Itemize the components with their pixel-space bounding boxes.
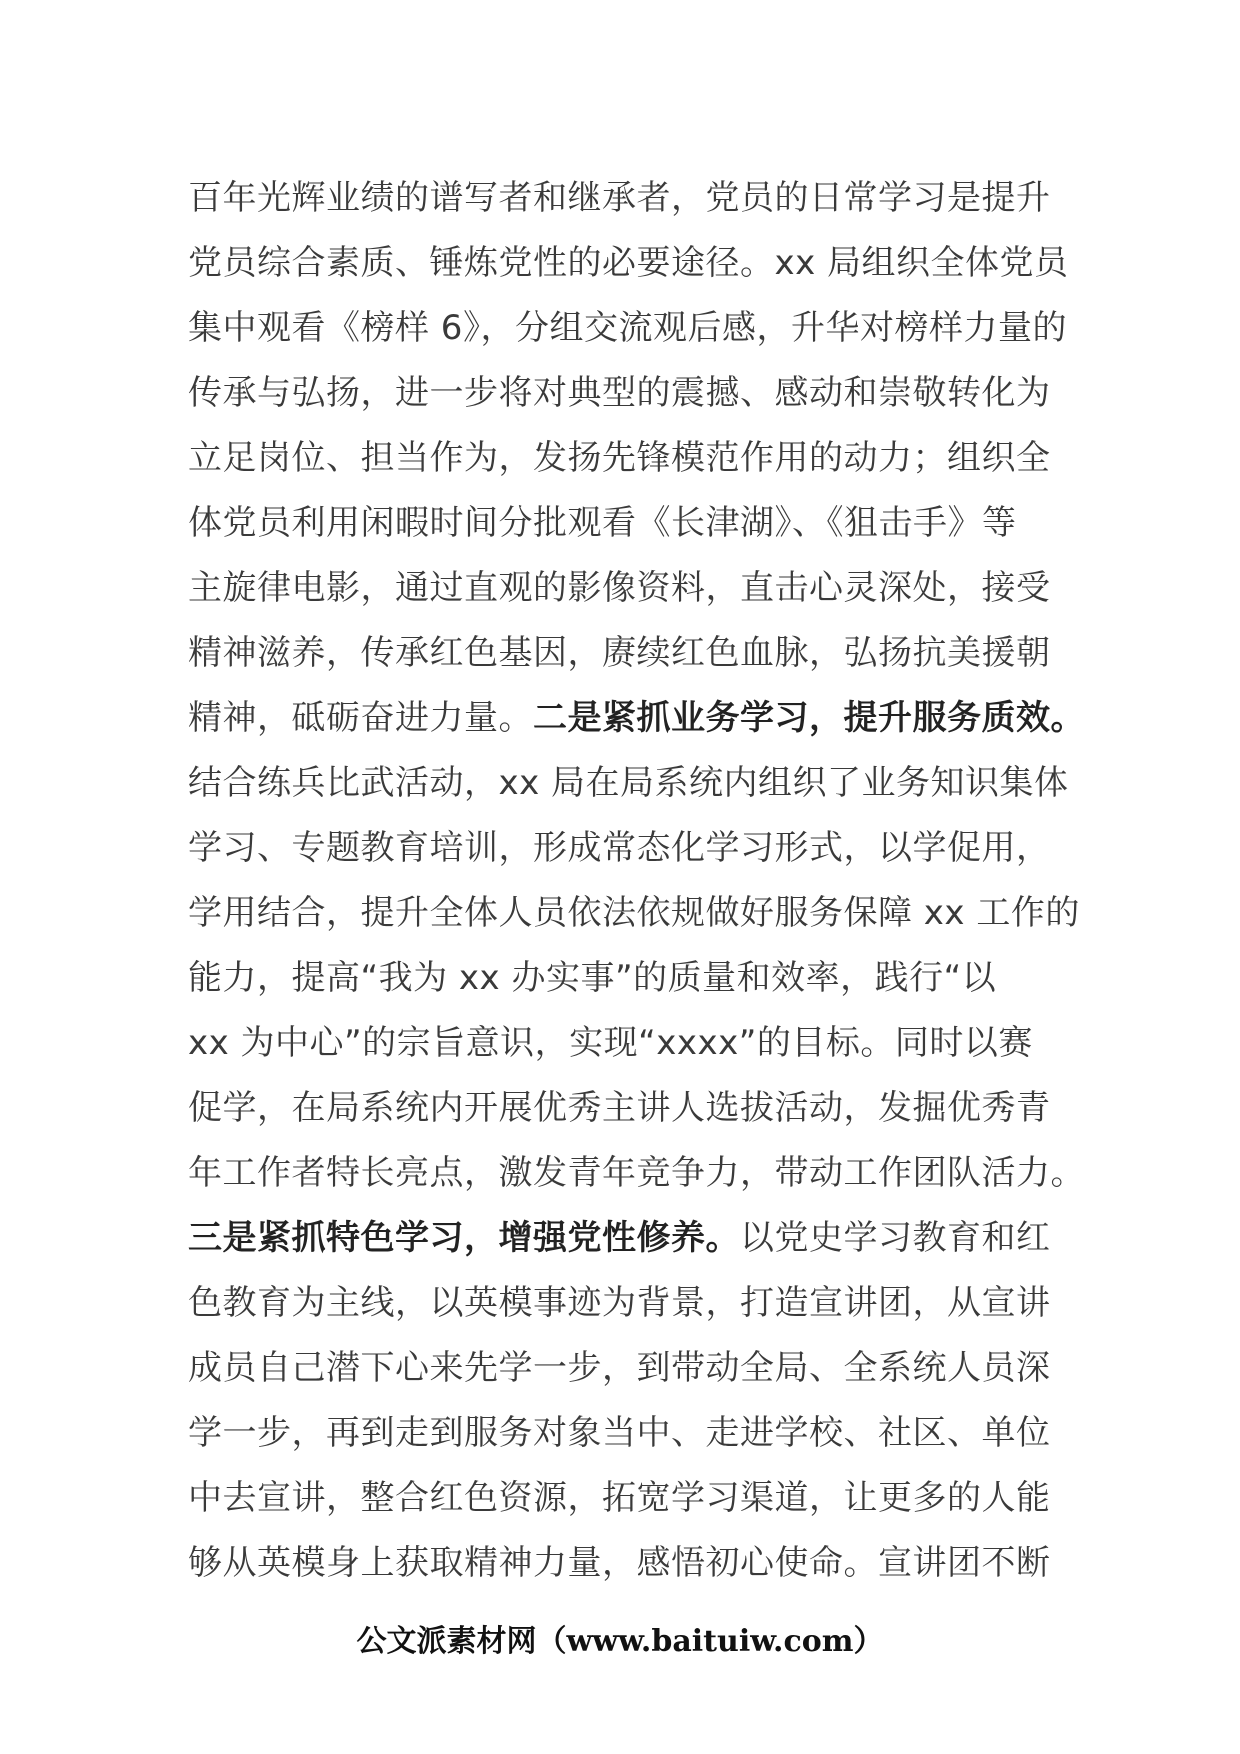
text-line (188, 231, 1068, 296)
text-segment: 学用结合，提升全体人员依法依规做好服务保障 xx 工作的 (188, 893, 1080, 933)
text-line (188, 491, 1068, 556)
body-text (188, 166, 1085, 1596)
text-segment: 结合练兵比武活动，xx 局在局系统内组织了业务知识集体 (188, 763, 1069, 803)
text-segment: 体党员利用闲暇时间分批观看《长津湖》、《狙击手》等 (188, 503, 1017, 543)
text-line (188, 1206, 1068, 1271)
text-line (188, 1076, 1068, 1141)
text-segment: 成员自己潜下心来先学一步，到带动全局、全系统人员深 (188, 1348, 1051, 1388)
text-segment: xx 为中心”的宗旨意识，实现“xxxx”的目标。同时以赛 (188, 1023, 1033, 1063)
text-line (188, 1141, 1085, 1206)
text-segment: 以党史学习教育和红 (740, 1218, 1051, 1258)
text-segment: 够从英模身上获取精神力量，感悟初心使命。宣讲团不断 (188, 1543, 1051, 1583)
text-line (188, 686, 1085, 751)
text-line (188, 816, 1068, 881)
text-line (188, 1011, 1068, 1076)
text-segment: 传承与弘扬，进一步将对典型的震撼、感动和崇敬转化为 (188, 373, 1051, 413)
text-segment: 立足岗位、担当作为，发扬先锋模范作用的动力；组织全 (188, 438, 1051, 478)
text-segment: 促学，在局系统内开展优秀主讲人选拔活动，发掘优秀青 (188, 1088, 1051, 1128)
text-line (188, 621, 1068, 686)
text-segment: 主旋律电影，通过直观的影像资料，直击心灵深处，接受 (188, 568, 1051, 608)
text-line (188, 1401, 1068, 1466)
text-segment: 中去宣讲，整合红色资源，拓宽学习渠道，让更多的人能 (188, 1478, 1051, 1518)
text-segment: 集中观看《榜样 6》，分组交流观后感，升华对榜样力量的 (188, 308, 1067, 348)
text-line (188, 1531, 1068, 1596)
text-segment: 能力，提高“我为 xx 办实事”的质量和效率，践行“以 (188, 958, 997, 998)
text-line (188, 1336, 1068, 1401)
text-segment: 学习、专题教育培训，形成常态化学习形式，以学促用， (188, 828, 1051, 868)
text-line (188, 946, 1068, 1011)
text-line (188, 361, 1068, 426)
text-line (188, 296, 1068, 361)
text-line (188, 1466, 1068, 1531)
text-segment: 百年光辉业绩的谱写者和继承者，党员的日常学习是提升 (188, 178, 1051, 218)
bold-heading-segment: 二是紧抓业务学习，提升服务质效。 (533, 698, 1085, 738)
text-segment: 学一步，再到走到服务对象当中、走进学校、社区、单位 (188, 1413, 1051, 1453)
footer-watermark: 公文派素材网（www.baituiw.com） (356, 1624, 884, 1659)
text-segment: 党员综合素质、锤炼党性的必要途径。xx 局组织全体党员 (188, 243, 1069, 283)
text-line (188, 166, 1068, 231)
text-segment: 年工作者特长亮点，激发青年竞争力，带动工作团队活力。 (188, 1153, 1085, 1193)
text-line (188, 1271, 1068, 1336)
text-line (188, 881, 1080, 946)
text-line (188, 426, 1068, 491)
text-segment: 色教育为主线，以英模事迹为背景，打造宣讲团，从宣讲 (188, 1283, 1051, 1323)
text-line (188, 751, 1068, 816)
text-line (188, 556, 1068, 621)
bold-heading-segment: 三是紧抓特色学习，增强党性修养。 (188, 1218, 740, 1258)
text-segment: 精神滋养，传承红色基因，赓续红色血脉，弘扬抗美援朝 (188, 633, 1051, 673)
text-segment: 精神，砥砺奋进力量。 (188, 698, 533, 738)
